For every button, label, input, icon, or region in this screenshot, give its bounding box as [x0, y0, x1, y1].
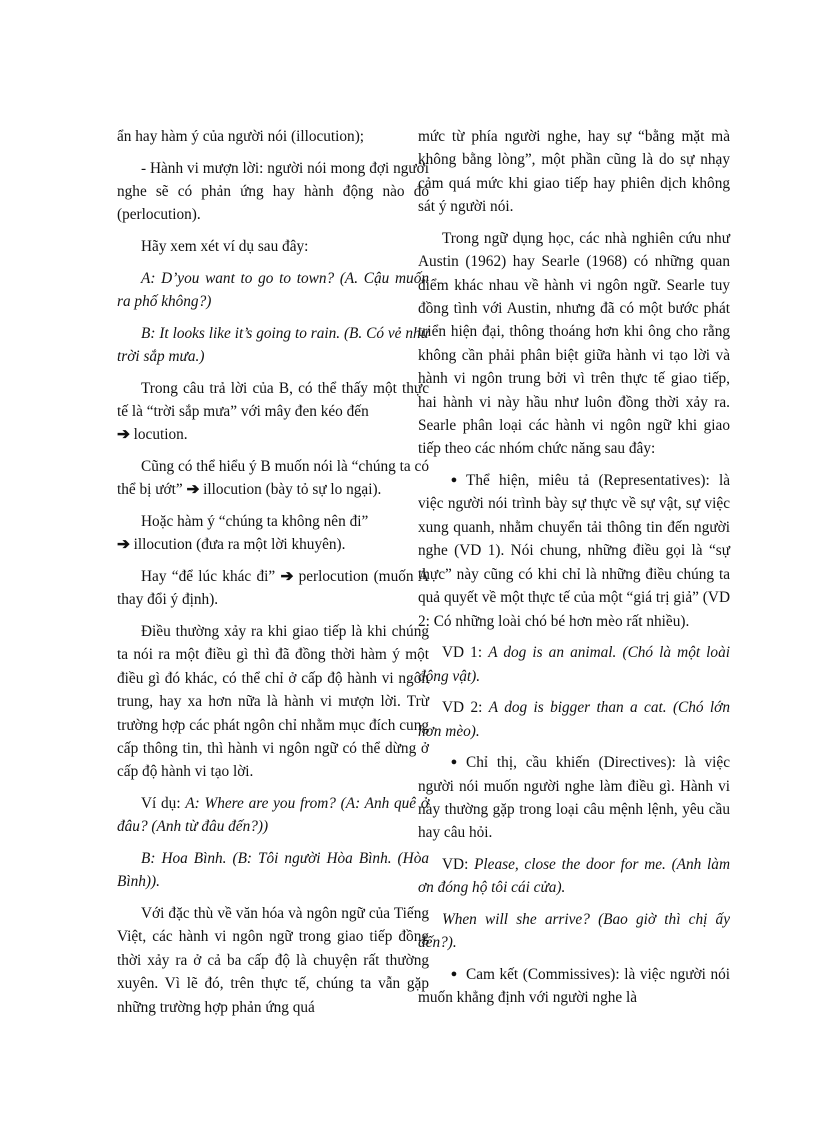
example-text: When will she arrive? (Bao giờ thì chị ấy đến?).	[418, 910, 730, 952]
example-a: A: D’you want to go to town? (A. Cậu muốn ra phố không?)	[117, 269, 429, 310]
example-b: B: It looks like it’s going to rain. (B. Có vẻ như trời sắp mưa.)	[117, 324, 429, 365]
bullet-icon: ●	[450, 967, 458, 980]
arrow-icon: ➔	[280, 568, 294, 585]
paragraph	[117, 455, 429, 502]
text: Chỉ thị, cầu khiến (Directives): là việc người nói muốn người nghe làm điều gì. Hành vi này thường gặp trong loại câu mệnh lệnh, yêu cầu hay câu hỏi.	[418, 754, 730, 842]
text: VD 2:	[442, 699, 489, 717]
arrow-icon: ➔	[117, 536, 130, 554]
paragraph: Hãy xem xét ví dụ sau đây:	[141, 238, 309, 255]
arrow-icon: ➔	[117, 426, 130, 444]
paragraph	[117, 510, 429, 557]
paragraph	[418, 696, 730, 743]
arrow-icon: ➔	[186, 481, 200, 499]
text: Cũng có thể hiểu ý B muốn nói là “chúng ta có thể bị ướt”	[117, 458, 429, 499]
example-text: A: Where are you from? (A: Anh quê ở đâu? (Anh từ đâu đến?))	[117, 795, 429, 836]
paragraph: Trong ngữ dụng học, các nhà nghiên cứu như Austin (1962) hay Searle (1968) có những quan điểm khác nhau về hành vi ngôn ngữ. Searle tuy đồng tình với Austin, nhưng đã có một bước phát triển hiện đại, thông thoáng hơn khi ông cho rằng không cần phải phân biệt giữa hành vi tạo lời và hành vi ngôn trung bởi vì trên thực tế giao tiếp, hai hành vi này hầu như luôn đồng thời xảy ra. Searle phân loại các hành vi ngôn ngữ khi giao tiếp theo các nhóm chức năng sau đây:	[418, 229, 730, 458]
text: locution.	[129, 426, 188, 444]
paragraph: Với đặc thù về văn hóa và ngôn ngữ của Tiếng Việt, các hành vi ngôn ngữ trong giao tiếp đồng thời xảy ra ở cả ba cấp độ là chuyện rất thường xuyên. Vì lẽ đó, trên thực tế, chúng ta vẫn gặp những trường hợp phản ứng quá	[117, 905, 429, 1016]
paragraph: mức từ phía người nghe, hay sự “bằng mặt mà không bằng lòng”, một phần cũng là do sự nhạy cảm quá mức khi giao tiếp hay phiên dịch không sát ý người nói.	[418, 128, 730, 216]
paragraph: Điều thường xảy ra khi giao tiếp là khi chúng ta nói ra một điều gì thì đã đồng thời hàm ý một điều gì đó khác, có thể chỉ ở cấp độ hành vi ngôn trung, hay xa hơn nữa là hành vi mượn lời. Trừ trường hợp các phát ngôn chỉ nhằm mục đích cung cấp thông tin, thì hành vi ngôn ngữ có thể dừng ở cấp độ hành vi tạo lời.	[117, 623, 429, 781]
text: VD 1:	[442, 644, 489, 662]
text: Ví dụ:	[141, 795, 186, 813]
paragraph	[117, 792, 429, 839]
example-b: B: Hoa Bình. (B: Tôi người Hòa Bình. (Hòa Bình)).	[117, 850, 429, 891]
text: Hay “để lúc khác đi”	[141, 568, 276, 585]
paragraph	[418, 853, 730, 900]
bullet-item	[418, 469, 730, 633]
paragraph	[117, 377, 429, 447]
paragraph: - Hành vi mượn lời: người nói mong đợi người nghe sẽ có phản ứng hay hành động nào đó (perlocution).	[117, 159, 429, 224]
paragraph	[117, 565, 429, 612]
text: illocution (đưa ra một lời khuyên).	[129, 536, 346, 554]
bullet-item	[418, 963, 730, 1010]
text: VD:	[442, 855, 475, 873]
text: Cam kết (Commissives): là việc người nói muốn khẳng định với người nghe là	[418, 965, 730, 1007]
right-column	[418, 125, 730, 1018]
example-text: A dog is an animal. (Chó là một loài động vật).	[418, 644, 730, 685]
paragraph	[418, 641, 730, 688]
text: Hoặc hàm ý “chúng ta không nên đi”	[141, 513, 369, 530]
bullet-icon: ●	[450, 474, 458, 487]
text: perlocution (muốn A thay đổi ý định).	[117, 568, 430, 609]
example-text: A dog is bigger than a cat. (Chó lớn hơn mèo).	[418, 699, 730, 740]
text: Thể hiện, miêu tả (Representatives): là việc người nói trình bày sự thực về sự vật, sự việc xung quanh, nhằm chuyển tải thông tin đến người nghe (VD 1). Nói chung, những điều gọi là “sự thực” này cũng có khi chỉ là những điều chúng ta quả quyết về một thực tế của một “giá trị giả” (VD 2: Có những loài chó bé hơn mèo rất nhiều).	[418, 472, 730, 630]
bullet-icon: ●	[450, 756, 458, 769]
paragraph: ẩn hay hàm ý của người nói (illocution);	[117, 128, 365, 145]
example-text: Please, close the door for me. (Anh làm ơn đóng hộ tôi cái cửa).	[418, 855, 730, 897]
left-column	[117, 125, 429, 1027]
text: illocution (bày tỏ sự lo ngại).	[199, 481, 382, 499]
text: Trong câu trả lời của B, có thể thấy một thực tế là “trời sắp mưa” với mây đen kéo đến	[117, 379, 429, 420]
bullet-item	[418, 751, 730, 845]
